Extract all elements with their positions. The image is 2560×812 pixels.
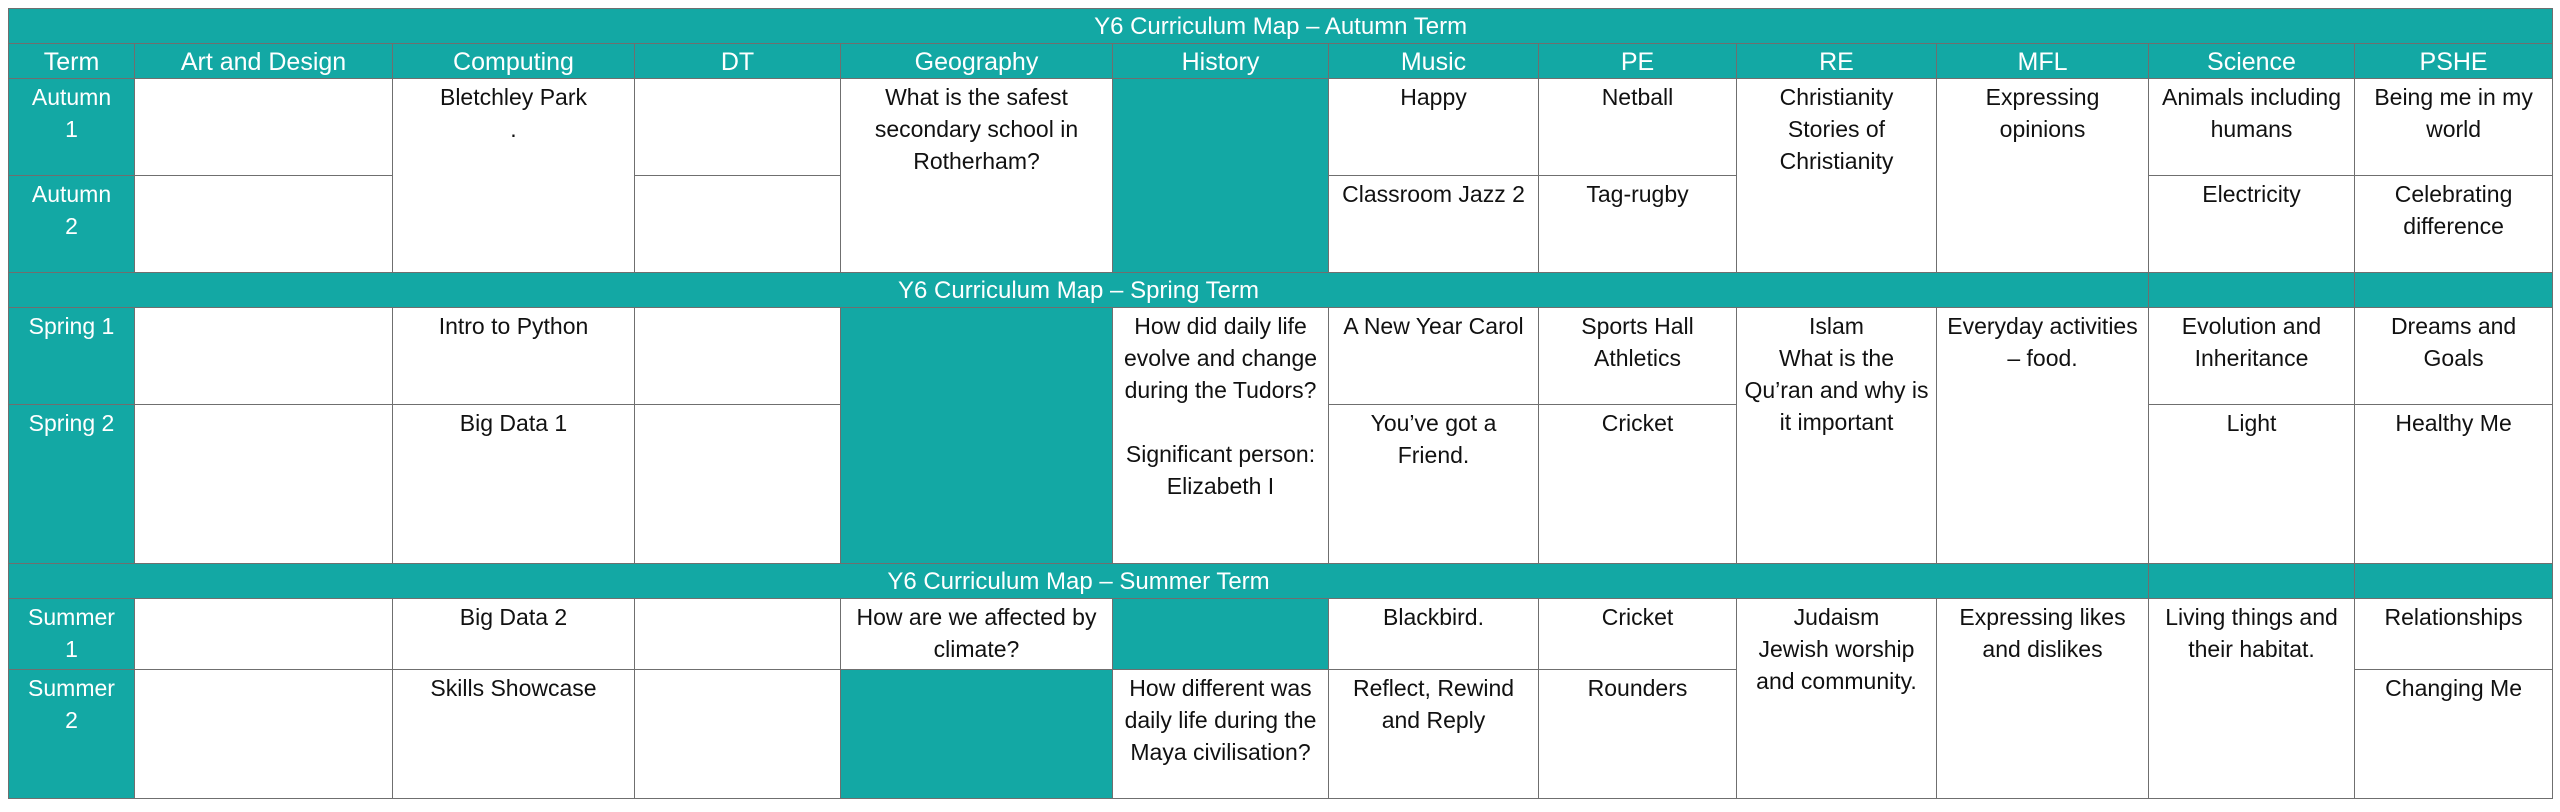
- term-autumn-1: Autumn 1: [9, 79, 135, 176]
- science-spring-2: Light: [2149, 405, 2355, 564]
- history-summer-1: [1113, 599, 1329, 670]
- header-music: Music: [1329, 44, 1539, 79]
- mfl-summer: Expressing likes and dislikes: [1937, 599, 2149, 799]
- computing-spring-1: Intro to Python: [393, 308, 635, 405]
- header-dt: DT: [635, 44, 841, 79]
- history-autumn: [1113, 79, 1329, 273]
- art-summer-2: [135, 670, 393, 799]
- pshe-spring-1: Dreams and Goals: [2355, 308, 2553, 405]
- header-pe: PE: [1539, 44, 1737, 79]
- pe-spring-1: Sports Hall Athletics: [1539, 308, 1737, 405]
- header-term: Term: [9, 44, 135, 79]
- term-summer-1: Summer 1: [9, 599, 135, 670]
- geography-summer-2: [841, 670, 1113, 799]
- art-spring-2: [135, 405, 393, 564]
- dt-autumn-1: [635, 79, 841, 176]
- mfl-autumn: Expressing opinions: [1937, 79, 2149, 273]
- science-spring-1: Evolution and Inheritance: [2149, 308, 2355, 405]
- summer-title-science-cell: [2149, 564, 2355, 599]
- pshe-spring-2: Healthy Me: [2355, 405, 2553, 564]
- music-summer-2: Reflect, Rewind and Reply: [1329, 670, 1539, 799]
- header-history: History: [1113, 44, 1329, 79]
- spring-term-title: Y6 Curriculum Map – Spring Term: [9, 273, 2149, 308]
- music-spring-2: You’ve got a Friend.: [1329, 405, 1539, 564]
- dt-summer-2: [635, 670, 841, 799]
- pshe-autumn-1: Being me in my world: [2355, 79, 2553, 176]
- term-summer-2: Summer 2: [9, 670, 135, 799]
- header-mfl: MFL: [1937, 44, 2149, 79]
- pe-summer-1: Cricket: [1539, 599, 1737, 670]
- computing-summer-1: Big Data 2: [393, 599, 635, 670]
- history-spring: How did daily life evolve and change during the Tudors? Significant person: Elizabeth I: [1113, 308, 1329, 564]
- header-science: Science: [2149, 44, 2355, 79]
- header-art-and-design: Art and Design: [135, 44, 393, 79]
- art-autumn-2: [135, 176, 393, 273]
- term-autumn-2: Autumn 2: [9, 176, 135, 273]
- art-spring-1: [135, 308, 393, 405]
- dt-spring-2: [635, 405, 841, 564]
- music-spring-1: A New Year Carol: [1329, 308, 1539, 405]
- dt-spring-1: [635, 308, 841, 405]
- computing-autumn: Bletchley Park .: [393, 79, 635, 273]
- summer-title-pshe-cell: [2355, 564, 2553, 599]
- header-pshe: PSHE: [2355, 44, 2553, 79]
- pe-spring-2: Cricket: [1539, 405, 1737, 564]
- computing-summer-2: Skills Showcase: [393, 670, 635, 799]
- pshe-autumn-2: Celebrating difference: [2355, 176, 2553, 273]
- pshe-summer-2: Changing Me: [2355, 670, 2553, 799]
- re-autumn: Christianity Stories of Christianity: [1737, 79, 1937, 273]
- spring-title-pshe-cell: [2355, 273, 2553, 308]
- art-summer-1: [135, 599, 393, 670]
- spring-title-science-cell: [2149, 273, 2355, 308]
- mfl-spring: Everyday activities – food.: [1937, 308, 2149, 564]
- geography-autumn: What is the safest secondary school in Rotherham?: [841, 79, 1113, 273]
- music-summer-1: Blackbird.: [1329, 599, 1539, 670]
- pshe-summer-1: Relationships: [2355, 599, 2553, 670]
- history-summer-2: How different was daily life during the Maya civilisation?: [1113, 670, 1329, 799]
- term-spring-1: Spring 1: [9, 308, 135, 405]
- dt-autumn-2: [635, 176, 841, 273]
- curriculum-map: [8, 8, 2553, 799]
- dt-summer-1: [635, 599, 841, 670]
- re-summer: Judaism Jewish worship and community.: [1737, 599, 1937, 799]
- art-autumn-1: [135, 79, 393, 176]
- science-autumn-1: Animals including humans: [2149, 79, 2355, 176]
- music-autumn-1: Happy: [1329, 79, 1539, 176]
- geography-summer-1: How are we affected by climate?: [841, 599, 1113, 670]
- header-re: RE: [1737, 44, 1937, 79]
- music-autumn-2: Classroom Jazz 2: [1329, 176, 1539, 273]
- pe-autumn-2: Tag-rugby: [1539, 176, 1737, 273]
- summer-term-title: Y6 Curriculum Map – Summer Term: [9, 564, 2149, 599]
- computing-spring-2: Big Data 1: [393, 405, 635, 564]
- re-spring: Islam What is the Qu’ran and why is it important: [1737, 308, 1937, 564]
- science-autumn-2: Electricity: [2149, 176, 2355, 273]
- term-spring-2: Spring 2: [9, 405, 135, 564]
- pe-autumn-1: Netball: [1539, 79, 1737, 176]
- autumn-term-title: Y6 Curriculum Map – Autumn Term: [9, 9, 2553, 44]
- curriculum-table: [8, 8, 2553, 799]
- geography-spring: [841, 308, 1113, 564]
- header-computing: Computing: [393, 44, 635, 79]
- pe-summer-2: Rounders: [1539, 670, 1737, 799]
- header-geography: Geography: [841, 44, 1113, 79]
- science-summer: Living things and their habitat.: [2149, 599, 2355, 799]
